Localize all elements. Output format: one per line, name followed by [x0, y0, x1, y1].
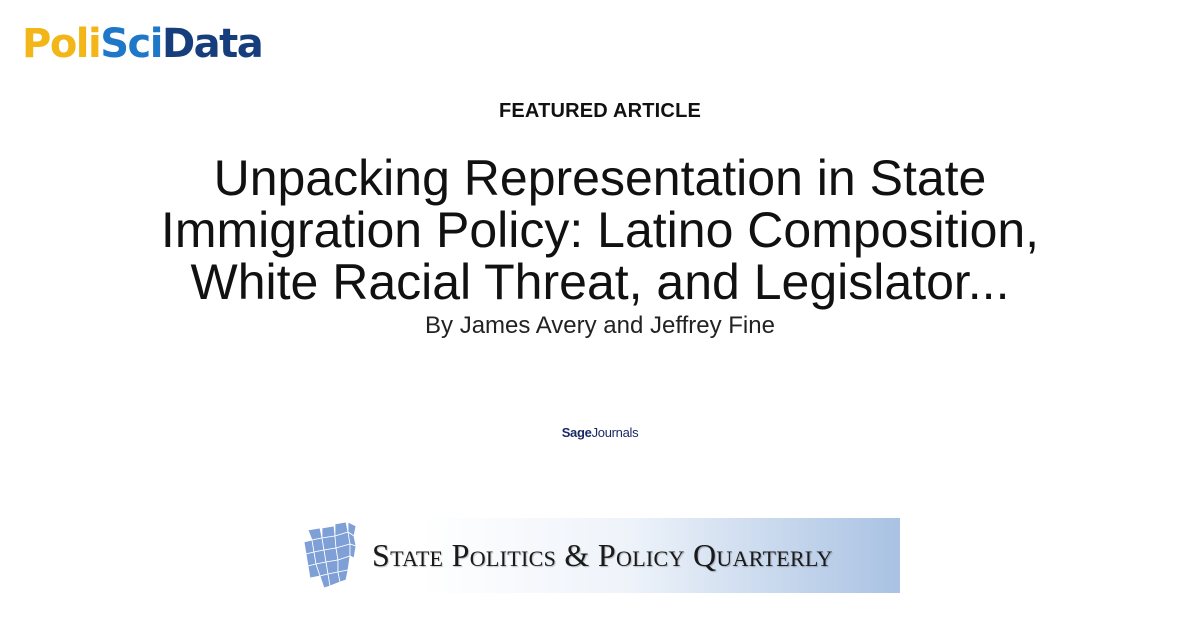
poliscidata-logo[interactable] — [22, 18, 262, 70]
logo-part-sci: Sci — [100, 21, 162, 67]
publisher-brand-rest: Journals — [591, 425, 639, 440]
journal-banner[interactable] — [300, 518, 900, 593]
logo-part-poli: Poli — [22, 21, 101, 67]
us-map-icon — [300, 520, 360, 592]
journal-name: State Politics & Policy Quarterly — [372, 537, 833, 573]
article-title[interactable]: Unpacking Representation in State Immigration Policy: Latino Composition, White Racial Threat, and Legislator... — [160, 150, 1040, 310]
logo-part-data: Data — [161, 21, 263, 67]
featured-label: FEATURED ARTICLE — [498, 100, 702, 122]
sage-journals-logo[interactable] — [0, 425, 1200, 440]
publisher-brand-bold: Sage — [561, 425, 592, 440]
article-byline: By James Avery and Jeffrey Fine — [425, 312, 775, 339]
